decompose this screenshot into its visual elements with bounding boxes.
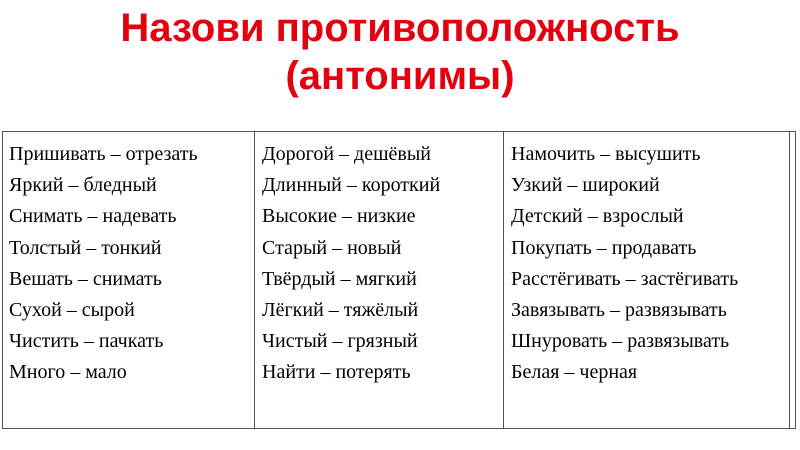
table-cell: Пришивать – отрезать (9, 143, 198, 165)
antonyms-table (2, 131, 796, 429)
table-column-3 (504, 132, 796, 428)
table-cell: Завязывать – развязывать (511, 299, 727, 322)
table-cell: Дорогой – дешёвый (262, 143, 431, 165)
table-cell: Найти – потерять (262, 361, 411, 384)
table-cell: Шнуровать – развязывать (511, 330, 730, 353)
table-cell: Вешать – снимать (9, 267, 162, 290)
table-column-1 (3, 132, 255, 428)
table-cell: Белая – черная (511, 361, 638, 384)
table-cell: Чистить – пачкать (9, 330, 164, 353)
table-cell: Старый – новый (262, 236, 402, 259)
table-cell: Много – мало (9, 361, 127, 384)
table-cell: Покупать – продавать (511, 236, 697, 259)
table-cell: Узкий – широкий (511, 174, 660, 197)
table-column-2 (255, 132, 504, 428)
table-cell: Толстый – тонкий (9, 236, 162, 259)
title-line-2: (антонимы) (285, 54, 515, 98)
table-cell: Яркий – бледный (9, 174, 157, 197)
table-cell: Твёрдый – мягкий (262, 267, 417, 290)
table-cell: Длинный – короткий (262, 174, 441, 197)
table-cell: Расстёгивать – застёгивать (511, 267, 739, 290)
table-cell: Сухой – сырой (9, 299, 135, 322)
title-line-1: Назови противоположность (120, 6, 680, 50)
table-cell: Снимать – надевать (9, 205, 177, 228)
table-cell: Детский – взрослый (511, 205, 684, 228)
column-divider (789, 132, 790, 428)
table-cell: Высокие – низкие (262, 205, 416, 228)
table-cell: Намочить – высушить (511, 143, 701, 165)
table-cell: Лёгкий – тяжёлый (262, 299, 419, 322)
page-title (0, 4, 800, 100)
table-cell: Чистый – грязный (262, 330, 418, 353)
